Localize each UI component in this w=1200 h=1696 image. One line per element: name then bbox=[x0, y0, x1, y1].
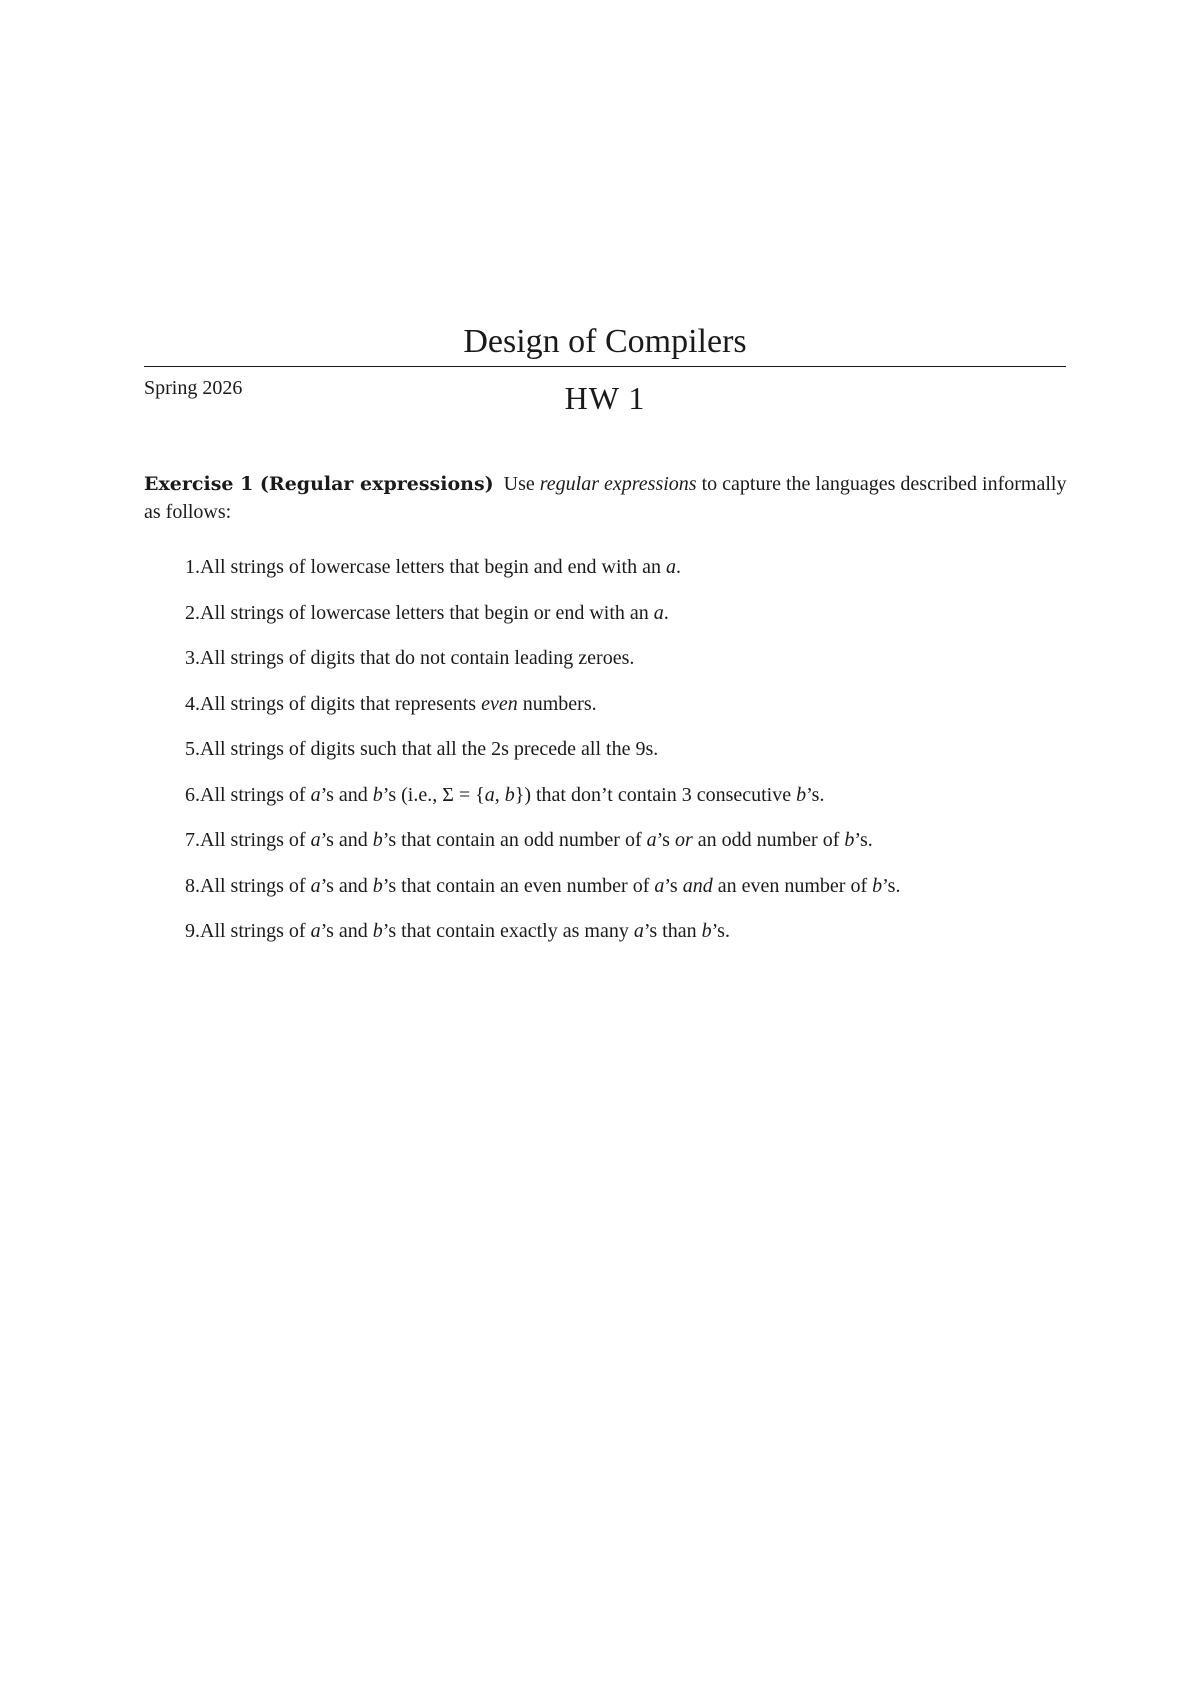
list-item-text: All strings of digits that represents even numbers. bbox=[200, 692, 597, 715]
exercise-heading: Exercise 1 (Regular expressions) bbox=[144, 473, 494, 495]
course-title: Design of Compilers bbox=[463, 323, 747, 360]
list-item-number: 1. bbox=[185, 556, 200, 578]
list-item bbox=[144, 599, 1074, 645]
list-item bbox=[144, 781, 1074, 827]
list-item-number: 2. bbox=[185, 601, 200, 624]
list-item-text: All strings of a’s and b’s that contain an odd number of a’s or an odd number of b’s. bbox=[200, 829, 873, 851]
list-item-number: 7. bbox=[185, 829, 200, 851]
list-item-text: All strings of lowercase letters that begin and end with an a. bbox=[200, 556, 681, 578]
list-item bbox=[144, 872, 1074, 918]
intro-after: to capture the languages described informally as follows: bbox=[144, 473, 1067, 523]
list-item-text: All strings of a’s and b’s that contain exactly as many a’s than b’s. bbox=[200, 920, 730, 942]
list-item bbox=[144, 917, 1074, 963]
list-item-number: 4. bbox=[185, 692, 200, 715]
semester-label: Spring 2026 bbox=[144, 377, 243, 399]
list-item bbox=[144, 553, 1074, 599]
list-item bbox=[144, 826, 1074, 872]
list-item-number: 8. bbox=[185, 874, 200, 897]
list-item bbox=[144, 690, 1074, 736]
list-item-text: All strings of lowercase letters that begin or end with an a. bbox=[200, 601, 669, 624]
assignment-title: HW 1 bbox=[564, 380, 646, 416]
list-item-text: All strings of digits that do not contain leading zeroes. bbox=[200, 647, 635, 669]
header-rule bbox=[144, 366, 1066, 367]
list-item-number: 3. bbox=[185, 647, 200, 669]
list-item-text: All strings of digits such that all the 2s precede all the 9s. bbox=[200, 738, 659, 760]
list-item-number: 6. bbox=[185, 783, 200, 806]
intro-before: Use bbox=[503, 473, 540, 495]
list-item bbox=[144, 644, 1074, 690]
list-item-number: 9. bbox=[185, 920, 200, 942]
intro-emphasis: regular expressions bbox=[539, 473, 697, 495]
list-item bbox=[144, 735, 1074, 781]
exercise-items bbox=[144, 553, 1074, 963]
exercise-intro bbox=[144, 470, 1074, 526]
list-item-text: All strings of a’s and b’s that contain an even number of a’s and an even number of b’s. bbox=[200, 874, 901, 897]
list-item-text: All strings of a’s and b’s (i.e., Σ = {a, b}) that don’t contain 3 consecutive b’s. bbox=[200, 783, 825, 806]
list-item-number: 5. bbox=[185, 738, 200, 760]
